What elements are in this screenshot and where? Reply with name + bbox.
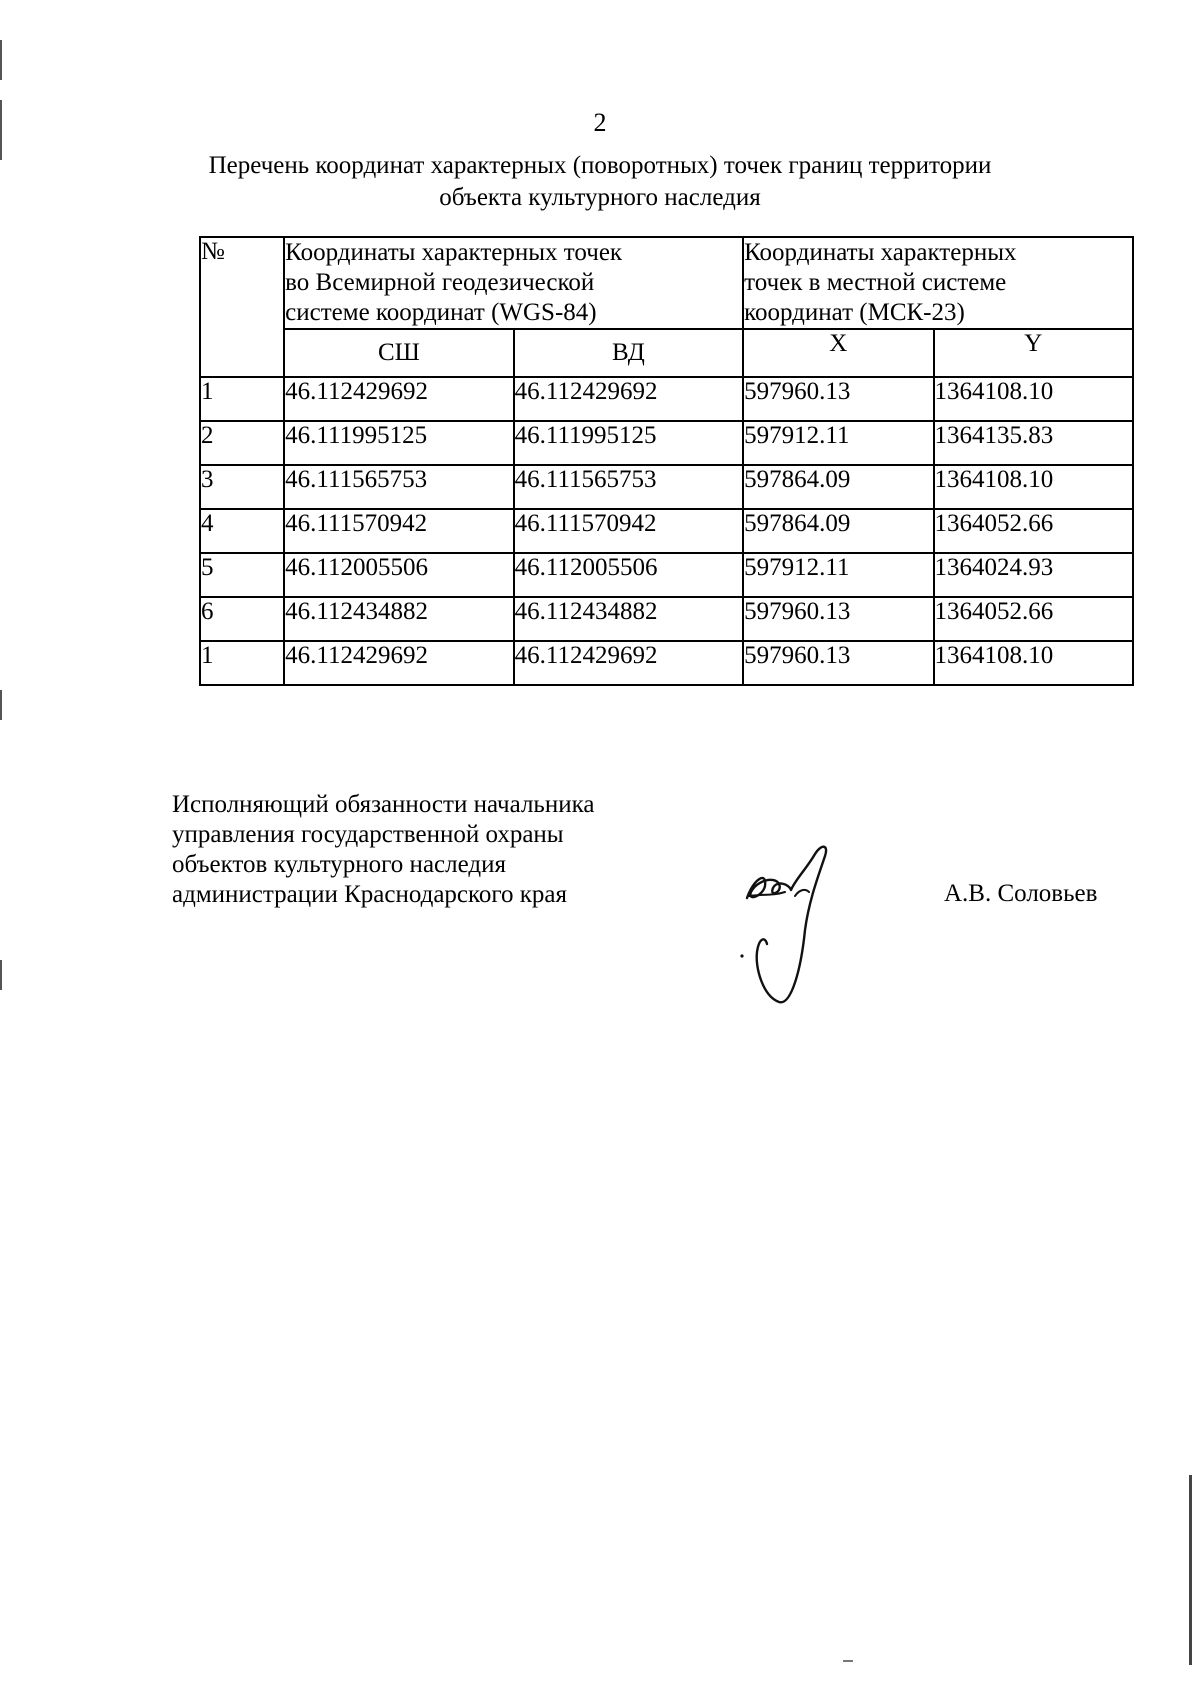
table-row: [200, 509, 1133, 553]
cell-longitude: 46.112429692: [514, 641, 743, 685]
header-msk-line: Координаты характерных: [744, 239, 1017, 266]
cell-longitude: 46.112005506: [514, 553, 743, 597]
scan-edge-mark: [0, 40, 2, 80]
cell-longitude: 46.111570942: [514, 509, 743, 553]
header-x: X: [743, 329, 933, 377]
header-longitude: ВД: [514, 329, 743, 377]
page-number: 2: [593, 108, 607, 137]
table-row: [200, 421, 1133, 465]
cell-point-number: 3: [200, 465, 284, 509]
cell-latitude: 46.111995125: [284, 421, 513, 465]
cell-y: 1364108.10: [934, 465, 1133, 509]
cell-latitude: 46.112005506: [284, 553, 513, 597]
cell-point-number: 1: [200, 641, 284, 685]
scan-artifact-dash: [843, 1660, 853, 1662]
cell-longitude: 46.112429692: [514, 377, 743, 421]
header-msk-line: координат (МСК-23): [744, 299, 965, 326]
header-msk-line: точек в местной системе: [744, 269, 1007, 296]
table-row: [200, 597, 1133, 641]
cell-longitude: 46.111995125: [514, 421, 743, 465]
cell-longitude: 46.112434882: [514, 597, 743, 641]
scan-edge-mark: [1189, 1475, 1192, 1665]
document-title-line: Перечень координат характерных (поворотных) точек границ территории: [208, 152, 992, 179]
cell-y: 1364135.83: [934, 421, 1133, 465]
cell-x: 597912.11: [743, 553, 933, 597]
header-number: №: [200, 237, 284, 377]
header-y: Y: [934, 329, 1133, 377]
cell-latitude: 46.112429692: [284, 641, 513, 685]
header-latitude: СШ: [284, 329, 513, 377]
header-wgs-group: [284, 237, 743, 329]
header-msk-group: [743, 237, 1133, 329]
header-wgs-line: Координаты характерных точек: [285, 239, 623, 266]
table-header-row: [200, 237, 1133, 329]
cell-point-number: 4: [200, 509, 284, 553]
cell-y: 1364108.10: [934, 641, 1133, 685]
scan-edge-mark: [0, 960, 2, 990]
cell-x: 597960.13: [743, 597, 933, 641]
cell-y: 1364052.66: [934, 597, 1133, 641]
cell-x: 597912.11: [743, 421, 933, 465]
cell-x: 597960.13: [743, 377, 933, 421]
document-title: [0, 150, 1200, 214]
cell-latitude: 46.111565753: [284, 465, 513, 509]
table-row: [200, 553, 1133, 597]
coordinates-table: [199, 236, 1134, 686]
document-title-line: объекта культурного наследия: [439, 184, 761, 211]
signatory-position-line: администрации Краснодарского края: [172, 881, 568, 908]
cell-latitude: 46.112434882: [284, 597, 513, 641]
cell-longitude: 46.111565753: [514, 465, 743, 509]
table-row: [200, 465, 1133, 509]
table-subheader-row: [200, 329, 1133, 377]
header-wgs-line: во Всемирной геодезической: [285, 269, 595, 296]
scan-edge-mark: [0, 690, 2, 720]
cell-x: 597864.09: [743, 465, 933, 509]
signatory-name: А.В. Соловьев: [944, 880, 1098, 907]
cell-y: 1364052.66: [934, 509, 1133, 553]
cell-x: 597864.09: [743, 509, 933, 553]
header-wgs-line: системе координат (WGS-84): [285, 299, 597, 326]
cell-y: 1364024.93: [934, 553, 1133, 597]
cell-latitude: 46.112429692: [284, 377, 513, 421]
signatory-position: [172, 790, 594, 910]
cell-point-number: 5: [200, 553, 284, 597]
handwritten-signature: [735, 840, 865, 1020]
table-row: [200, 641, 1133, 685]
cell-y: 1364108.10: [934, 377, 1133, 421]
signatory-position-line: Исполняющий обязанности начальника: [172, 791, 595, 818]
signatory-position-line: объектов культурного наследия: [172, 851, 506, 878]
cell-latitude: 46.111570942: [284, 509, 513, 553]
signatory-position-line: управления государственной охраны: [172, 821, 564, 848]
cell-x: 597960.13: [743, 641, 933, 685]
table-row: [200, 377, 1133, 421]
cell-point-number: 2: [200, 421, 284, 465]
cell-point-number: 1: [200, 377, 284, 421]
cell-point-number: 6: [200, 597, 284, 641]
